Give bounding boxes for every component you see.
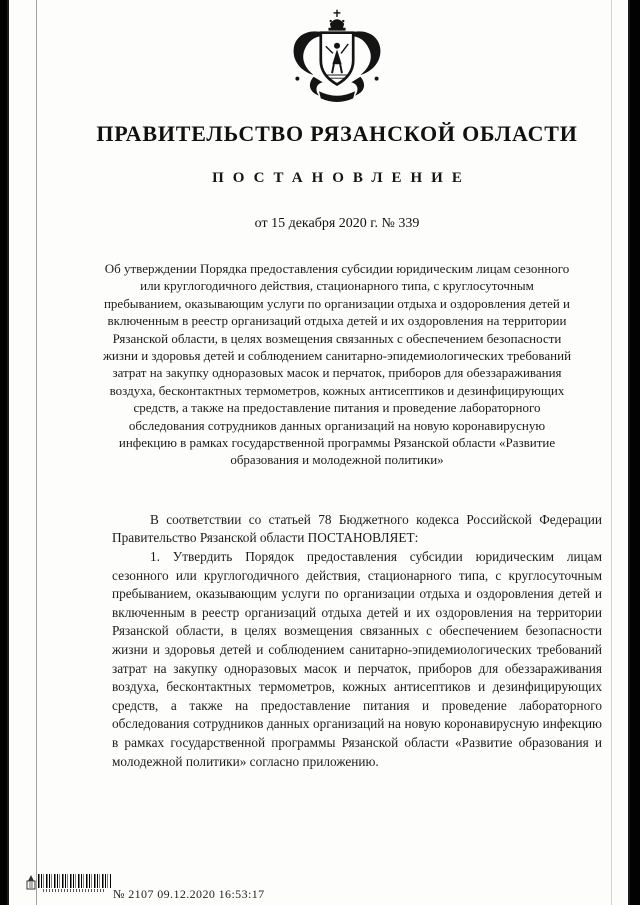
coat-of-arms-icon: [72, 8, 602, 108]
page-border-line-left: [36, 0, 37, 905]
registration-barcode: [38, 874, 111, 888]
scan-edge-right: [628, 0, 640, 905]
document-subject: Об утверждении Порядка предоставления субсидии юридическим лицам сезонного или круглогодичного действия, стационарного типа, с круглосуточным пребыванием, оказывающим услуги по организации отдыха и оздоровления детей и включенным в реестр организаций отдыха детей и их оздоровления на территории Рязанской области, в целях возмещения связанных с обеспечением безопасности жизни и здоровья детей и соблюдением санитарно-эпидемиологических требований затрат на закупку одноразовых масок и перчаток, приборов для обеззараживания воздуха, бесконтактных термометров, кожных антисептиков и дезинфицирующих средств, а также на предоставление питания и проведение лабораторного обследования сотрудников данных организаций на новую коронавирусную инфекцию в рамках государственной программы Рязанской области «Развитие образования и молодежной политики»: [102, 261, 572, 468]
body-paragraph-preamble: В соответствии со статьей 78 Бюджетного кодекса Российской Федерации Правительство Рязанской области ПОСТАНОВЛЯЕТ:: [112, 511, 602, 546]
page-content: [72, 8, 602, 771]
date-and-number-line: от 15 декабря 2020 г. № 339: [254, 216, 420, 231]
document-body: [112, 511, 602, 771]
registration-stamp-text: № 2107 09.12.2020 16:53:17: [113, 887, 265, 901]
scan-edge-left: [0, 0, 9, 905]
document-type-heading: ПОСТАНОВЛЕНИЕ: [212, 170, 471, 186]
stamp-mark-icon: [26, 875, 36, 890]
body-paragraph-item-1: 1. Утвердить Порядок предоставления субсидии юридическим лицам сезонного или круглогодичного действия, стационарного типа, с круглосуточным пребыванием, оказывающим услуги по организации отдыха и оздоровления детей и включенным в реестр организаций отдыха детей и их оздоровления на территории Рязанской области, в целях возмещения связанных с обеспечением безопасности жизни и здоровья детей и соблюдением санитарно-эпидемиологических требований затрат на закупку одноразовых масок и перчаток, приборов для обеззараживания воздуха, бесконтактных термометров, кожных антисептиков и дезинфицирующих средств, а также на предоставление питания и проведение лабораторного обследования сотрудников данных организаций на новую коронавирусную инфекцию в рамках государственной программы Рязанской области «Развитие образования и молодежной политики» согласно приложению.: [112, 549, 602, 769]
page-border-line-right: [611, 0, 612, 905]
issuing-authority-title: ПРАВИТЕЛЬСТВО РЯЗАНСКОЙ ОБЛАСТИ: [96, 121, 578, 146]
